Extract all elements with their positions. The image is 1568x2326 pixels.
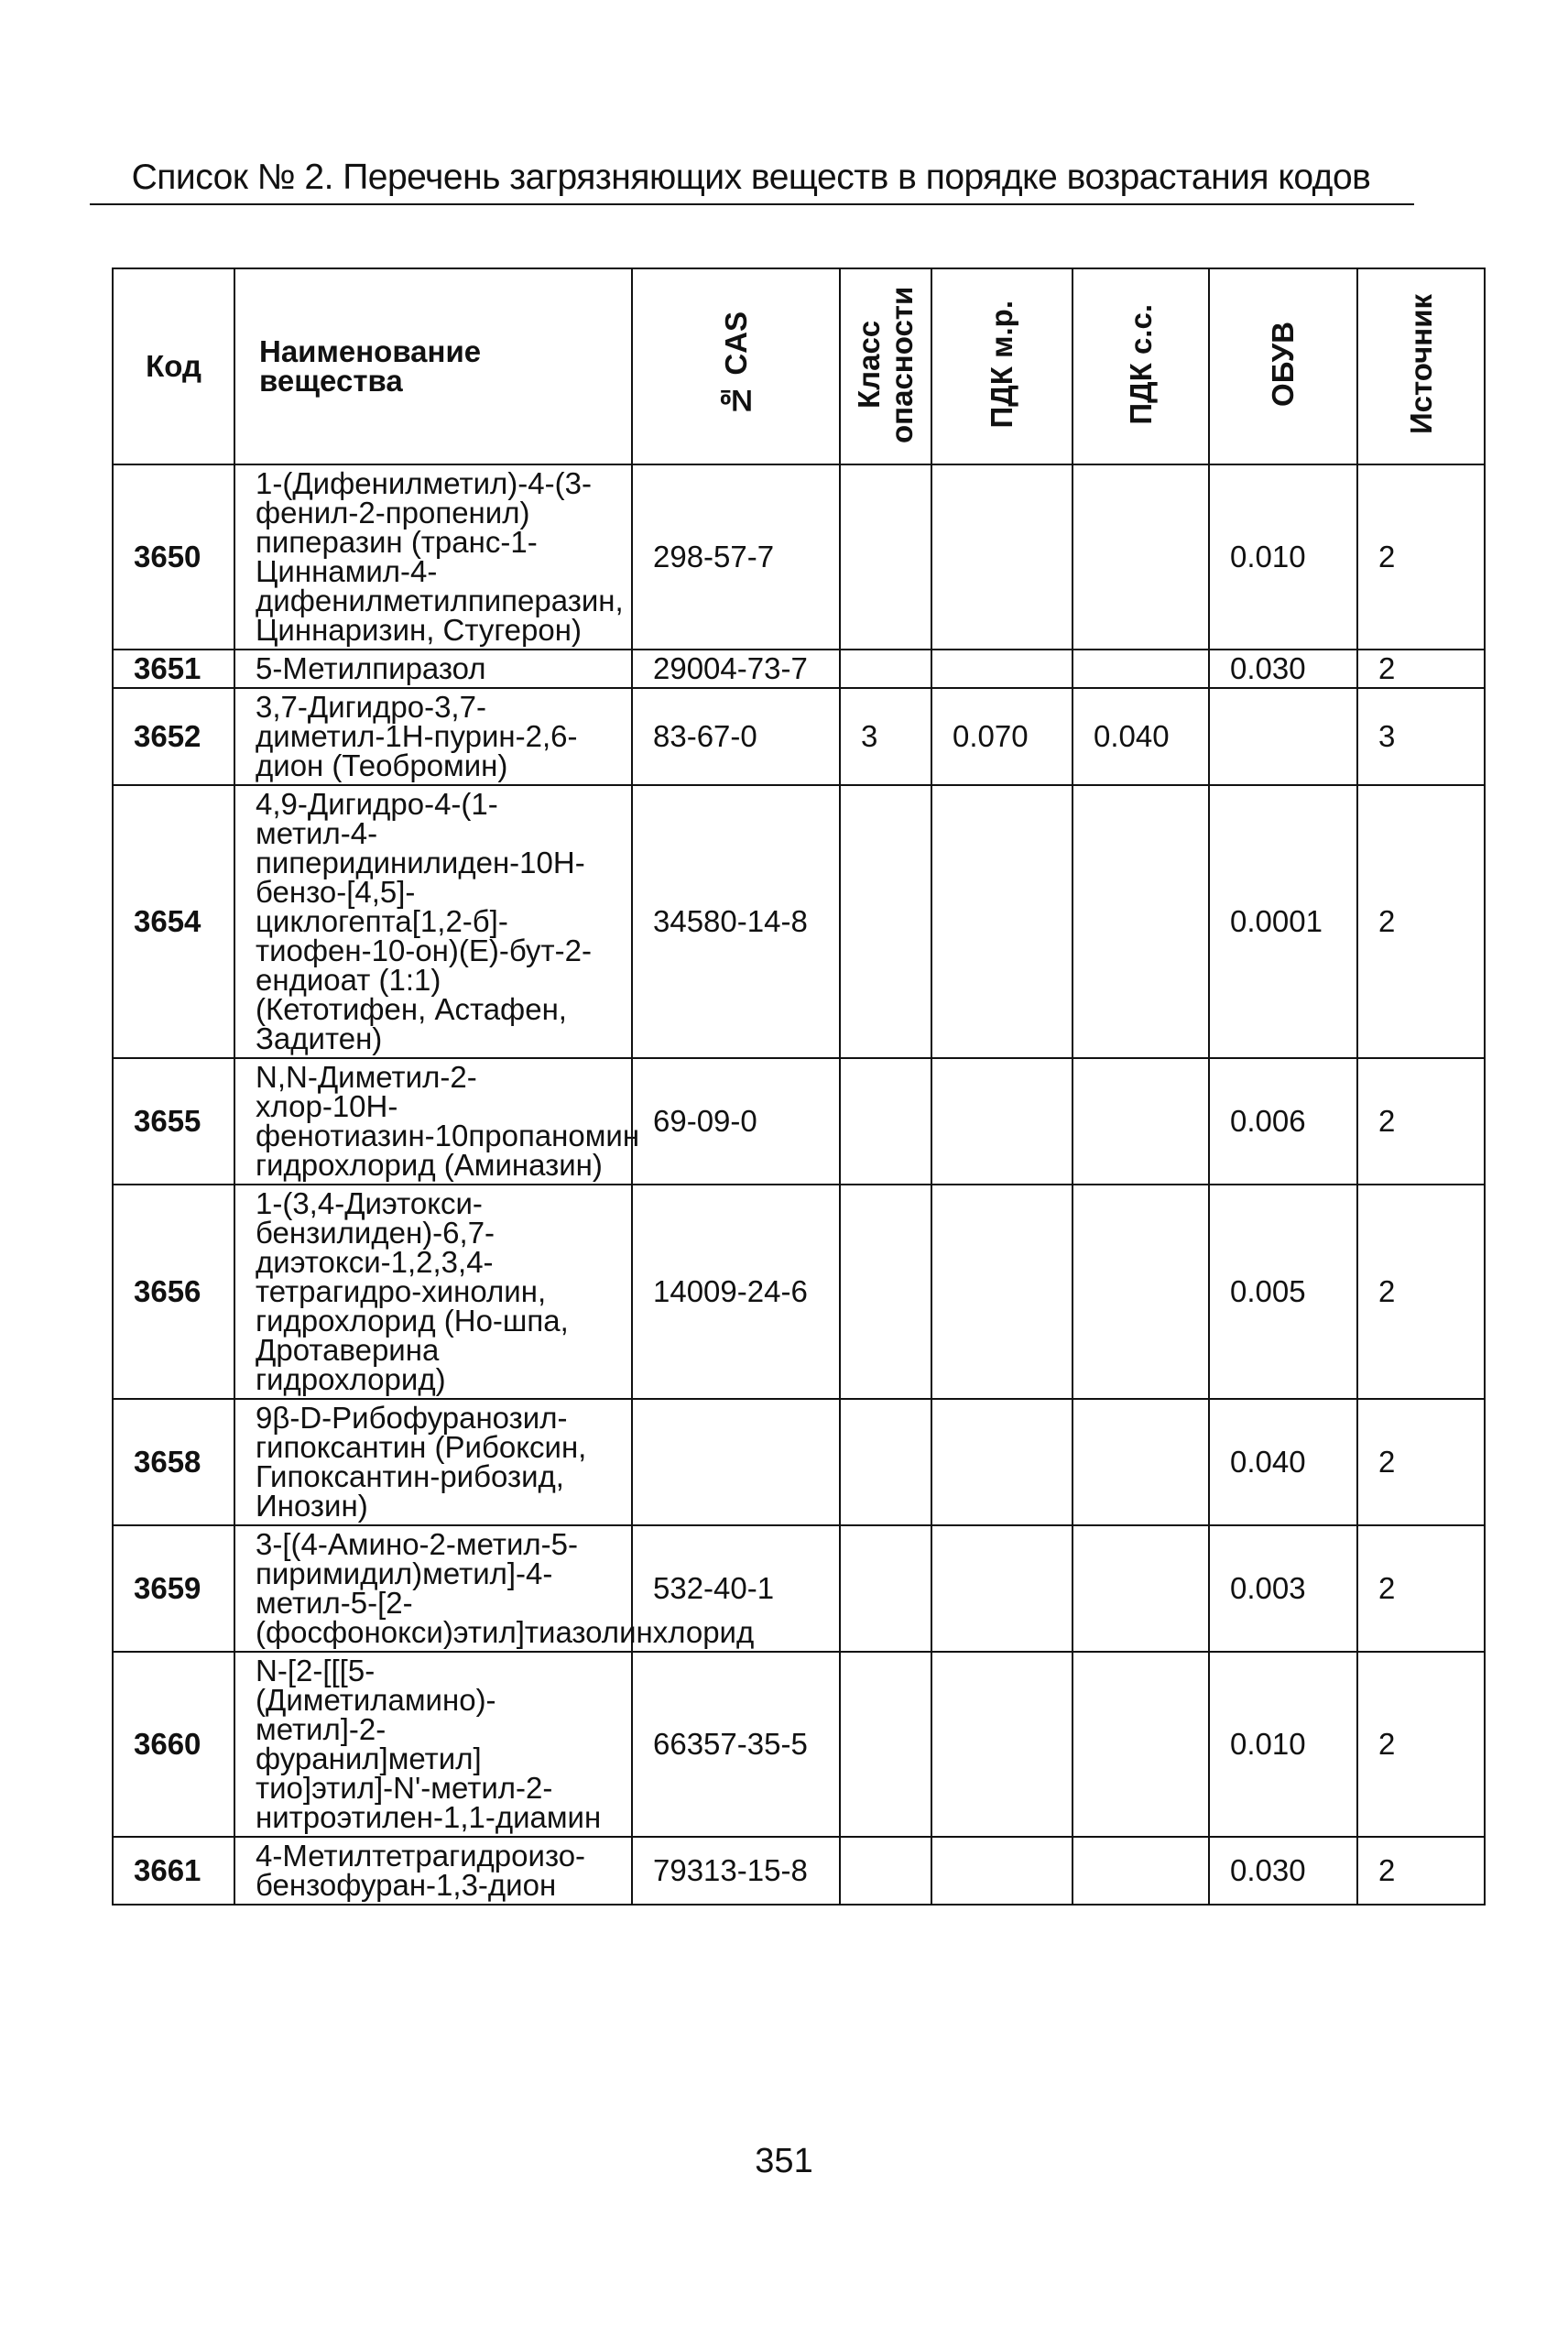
- cell-cas: 14009-24-6: [632, 1185, 840, 1399]
- cell-name: 5-Метилпиразол: [234, 650, 632, 688]
- cell-cas: 34580-14-8: [632, 785, 840, 1058]
- cell-code: 3661: [113, 1837, 234, 1905]
- cell-obuv: 0.030: [1209, 650, 1357, 688]
- cell-source: 2: [1357, 1837, 1485, 1905]
- col-header-name: Наименование вещества: [234, 268, 632, 464]
- cell-source: 2: [1357, 1058, 1485, 1185]
- cell-hazard-class: [840, 1837, 931, 1905]
- cell-pdk-mr: [931, 1399, 1073, 1525]
- cell-cas: 532-40-1: [632, 1525, 840, 1652]
- cell-source: 2: [1357, 650, 1485, 688]
- cell-code: 3650: [113, 464, 234, 650]
- cell-pdk-ss: [1073, 1525, 1209, 1652]
- table-row: [113, 650, 1485, 688]
- cell-name: N,N-Диметил-2-хлор-10Н-фенотиазин-10пропаномин гидрохлорид (Аминазин): [234, 1058, 632, 1185]
- cell-pdk-mr: [931, 785, 1073, 1058]
- cell-hazard-class: [840, 1185, 931, 1399]
- col-header-hazard-class-label: Класс опасности: [852, 285, 919, 443]
- cell-obuv: [1209, 688, 1357, 785]
- cell-obuv: 0.030: [1209, 1837, 1357, 1905]
- cell-pdk-ss: [1073, 1652, 1209, 1837]
- cell-pdk-mr: [931, 1652, 1073, 1837]
- cell-name: 3-[(4-Амино-2-метил-5-пиримидил)метил]-4-метил-5-[2-(фосфонокси)этил]тиазолинхлорид: [234, 1525, 632, 1652]
- cell-pdk-ss: [1073, 464, 1209, 650]
- col-header-hazard-class: [840, 268, 931, 464]
- cell-name: 1-(Дифенилметил)-4-(3-фенил-2-пропенил) пиперазин (транс-1-Циннамил-4-дифенилметилпиперазин, Циннаризин, Стугерон): [234, 464, 632, 650]
- cell-hazard-class: 3: [840, 688, 931, 785]
- cell-hazard-class: [840, 464, 931, 650]
- table-row: [113, 464, 1485, 650]
- page-number: 351: [755, 2142, 813, 2180]
- cell-cas: 298-57-7: [632, 464, 840, 650]
- cell-obuv: 0.006: [1209, 1058, 1357, 1185]
- cell-name: 1-(3,4-Диэтокси-бензилиден)-6,7-диэтокси-1,2,3,4-тетрагидро-хинолин, гидрохлорид (Но-шпа, Дротаверина гидрохлорид): [234, 1185, 632, 1399]
- cell-cas: 79313-15-8: [632, 1837, 840, 1905]
- cell-pdk-mr: [931, 1185, 1073, 1399]
- cell-code: 3658: [113, 1399, 234, 1525]
- cell-pdk-ss: [1073, 1399, 1209, 1525]
- col-header-obuv-label: ОБУВ: [1266, 322, 1300, 407]
- col-header-code: Код: [113, 268, 234, 464]
- col-header-pdk-ss-label: ПДК с.с.: [1123, 303, 1158, 425]
- col-header-source-label: Источник: [1403, 293, 1438, 435]
- cell-code: 3660: [113, 1652, 234, 1837]
- cell-obuv: 0.010: [1209, 464, 1357, 650]
- cell-name: N-[2-[[[5-(Диметиламино)-метил]-2-фуранил]метил] тио]этил]-N'-метил-2-нитроэтилен-1,1-диамин: [234, 1652, 632, 1837]
- col-header-pdk-mr: [931, 268, 1073, 464]
- cell-cas: 69-09-0: [632, 1058, 840, 1185]
- col-header-cas: [632, 268, 840, 464]
- cell-pdk-ss: [1073, 650, 1209, 688]
- table-row: [113, 688, 1485, 785]
- cell-hazard-class: [840, 650, 931, 688]
- col-header-pdk-ss: [1073, 268, 1209, 464]
- cell-hazard-class: [840, 1399, 931, 1525]
- cell-pdk-mr: [931, 1058, 1073, 1185]
- cell-code: 3655: [113, 1058, 234, 1185]
- cell-pdk-ss: [1073, 785, 1209, 1058]
- table-header-row: [113, 268, 1485, 464]
- cell-name: 3,7-Дигидро-3,7-диметил-1Н-пурин-2,6-дион (Теобромин): [234, 688, 632, 785]
- cell-cas: 83-67-0: [632, 688, 840, 785]
- cell-pdk-mr: [931, 1525, 1073, 1652]
- cell-name: 4,9-Дигидро-4-(1-метил-4-пиперидинилиден-10Н-бензо-[4,5]-циклогепта[1,2-б]-тиофен-10-он)(Е)-бут-2-ендиоат (1:1) (Кетотифен, Астафен, Задитен): [234, 785, 632, 1058]
- cell-code: 3652: [113, 688, 234, 785]
- cell-cas: 29004-73-7: [632, 650, 840, 688]
- table-row: [113, 1185, 1485, 1399]
- cell-pdk-mr: [931, 650, 1073, 688]
- table-row: [113, 1525, 1485, 1652]
- cell-name: 4-Метилтетрагидроизо-бензофуран-1,3-дион: [234, 1837, 632, 1905]
- cell-source: 2: [1357, 785, 1485, 1058]
- cell-hazard-class: [840, 1058, 931, 1185]
- cell-code: 3654: [113, 785, 234, 1058]
- cell-source: 2: [1357, 1185, 1485, 1399]
- cell-pdk-ss: [1073, 1837, 1209, 1905]
- col-header-pdk-mr-label: ПДК м.р.: [985, 300, 1018, 429]
- cell-pdk-ss: [1073, 1058, 1209, 1185]
- table-row: [113, 785, 1485, 1058]
- cell-pdk-ss: [1073, 1185, 1209, 1399]
- cell-name: 9β-D-Рибофуранозил-гипоксантин (Рибоксин, Гипоксантин-рибозид, Инозин): [234, 1399, 632, 1525]
- table-row: [113, 1652, 1485, 1837]
- substances-table: [112, 268, 1486, 1906]
- cell-obuv: 0.010: [1209, 1652, 1357, 1837]
- cell-code: 3651: [113, 650, 234, 688]
- cell-source: 3: [1357, 688, 1485, 785]
- cell-hazard-class: [840, 1525, 931, 1652]
- cell-obuv: 0.003: [1209, 1525, 1357, 1652]
- table-row: [113, 1837, 1485, 1905]
- cell-obuv: 0.040: [1209, 1399, 1357, 1525]
- col-header-source: [1357, 268, 1485, 464]
- cell-obuv: 0.005: [1209, 1185, 1357, 1399]
- cell-source: 2: [1357, 464, 1485, 650]
- cell-source: 2: [1357, 1399, 1485, 1525]
- cell-code: 3659: [113, 1525, 234, 1652]
- title-underline: [90, 203, 1414, 205]
- cell-cas: 66357-35-5: [632, 1652, 840, 1837]
- table-row: [113, 1058, 1485, 1185]
- cell-pdk-mr: [931, 1837, 1073, 1905]
- page-title: Список № 2. Перечень загрязняющих веществ в порядке возрастания кодов: [131, 158, 1371, 197]
- cell-pdk-mr: 0.070: [931, 688, 1073, 785]
- col-header-obuv: [1209, 268, 1357, 464]
- cell-hazard-class: [840, 785, 931, 1058]
- cell-pdk-ss: 0.040: [1073, 688, 1209, 785]
- table-row: [113, 1399, 1485, 1525]
- col-header-cas-label: № CAS: [718, 311, 753, 418]
- cell-source: 2: [1357, 1652, 1485, 1837]
- cell-source: 2: [1357, 1525, 1485, 1652]
- cell-code: 3656: [113, 1185, 234, 1399]
- cell-cas: [632, 1399, 840, 1525]
- cell-pdk-mr: [931, 464, 1073, 650]
- cell-hazard-class: [840, 1652, 931, 1837]
- cell-obuv: 0.0001: [1209, 785, 1357, 1058]
